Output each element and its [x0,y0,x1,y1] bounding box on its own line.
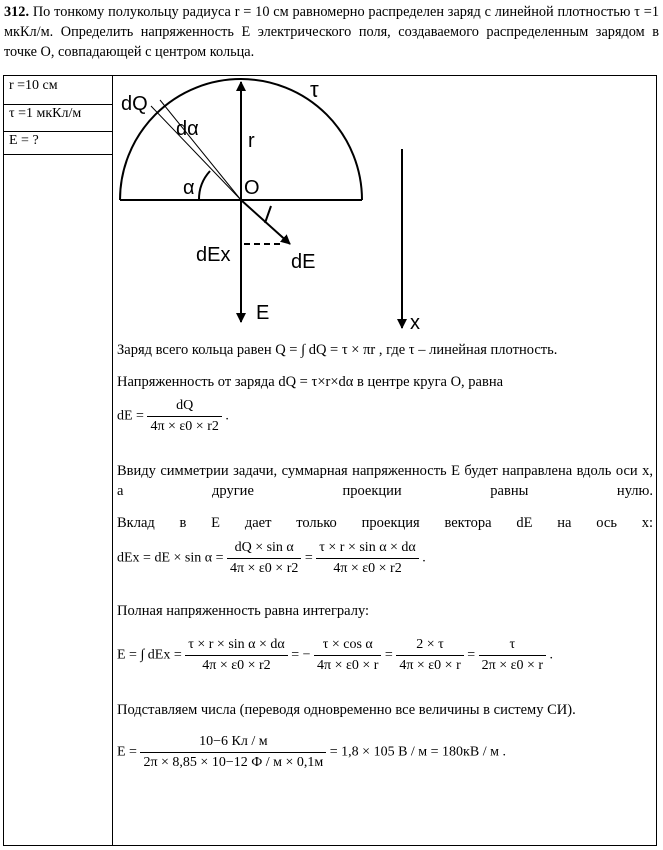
formula-numeric-num: 10−6 Кл / м [140,734,326,753]
problem-number: 312. [4,4,30,20]
given-divider [3,104,113,105]
formula-dex-den2: 4π × ε0 × r2 [333,561,402,576]
formula-integral-lhs: E = ∫ dEx = [117,647,182,663]
label-tau: τ [310,77,319,102]
solution-line-3 [117,461,653,501]
solution-line-2: Напряженность от заряда dQ = τ×r×dα в центре круга О, равна [117,374,504,390]
formula-dex-num2: τ × r × sin α × dα [316,540,418,559]
find-divider-bottom [3,154,113,155]
find-divider-top [3,131,113,132]
label-e: E [256,302,270,324]
formula-integral-den1: 4π × ε0 × r2 [202,658,271,673]
label-o: O [244,177,260,199]
solution-line-4: Вклад в Е дает только проекция вектора dE на ось x: [117,515,653,531]
formula-de-num: dQ [147,398,221,417]
label-x: x [410,312,420,334]
problem-text: По тонкому полукольцу радиуса r = 10 см равномерно распределен заряд с линейной плотностью τ =1 мкКл/м. Определить напряженность Е электрического поля, создаваемого распределенным зарядом в точке О, совпадающей с центром кольца. [4,4,660,60]
problem-statement [4,2,659,62]
formula-integral-num2: τ × cos α [314,637,381,656]
formula-de-den: 4π × ε0 × r2 [150,419,219,434]
formula-numeric [117,734,506,771]
solution-line-3-text: Ввиду симметрии задачи, суммарная напряженность Е будет направлена вдоль оси х, а другие проекции равны нулю. [117,463,653,499]
formula-integral-num3: 2 × τ [396,637,463,656]
solution-line-1: Заряд всего кольца равен Q = ∫ dQ = τ × πr , где τ – линейная плотность. [117,342,558,358]
formula-dex-den1: 4π × ε0 × r2 [229,561,299,576]
label-dalpha: dα [176,118,199,140]
label-r: r [248,130,255,152]
solution-line-5: Полная напряженность равна интегралу: [117,603,370,619]
formula-integral-den4: 2π × ε0 × r [481,658,544,673]
formula-integral: E = ∫ dEx = $\frac{\text{τ × r × sin α × dα}}{4\pi \times \varepsilon 0 \times r2}$ = − $\frac{\text{τ × cos α}}{4\pi \times \varepsilon 0 \times r}$ = $\frac{2 \times \tau}{4\pi \times \varepsilon 0 \times r}$ = $\frac{\tau}{2\pi \times \varepsilon 0 \times r}$ . [117,637,554,673]
de-angle-mark [265,206,271,223]
formula-numeric-lhs: E = [117,744,137,760]
label-de: dE [291,251,316,273]
formula-integral-num4: τ [479,637,546,656]
formula-dex-lhs: dEx = dE × sin α = [117,550,224,566]
formula-numeric-den: 2π × 8,85 × 10−12 Ф / м × 0,1м [143,755,324,770]
label-alpha: α [183,177,195,199]
given-density: τ =1 мкКл/м [9,106,82,121]
label-dq: dQ [121,93,148,115]
formula-de-lhs: dE = [117,408,144,424]
formula-numeric-rhs: = 1,8 × 105 В / м = 180кВ / м . [329,744,506,760]
semicircle-diagram [113,76,433,336]
formula-integral-den3: 4π × ε0 × r [399,658,461,673]
formula-integral-num1: τ × r × sin α × dα [185,637,287,656]
formula-dex-num1: dQ × sin α [227,540,301,559]
label-dex: dEx [196,244,231,266]
formula-integral-den2: 4π × ε0 × r [317,658,379,673]
formula-dex: dEx = dE × sin α = $\frac{\text{dQ × sin α}}{4\pi \times \varepsilon 0 \times r2}$ = $\frac{\text{τ × r × sin α × dα}}{4\pi \times \varepsilon 0 \times r2}$ . [117,540,426,576]
formula-de: dE = $\frac{dQ}{4\pi \times \varepsilon 0 \times r2}$ . [117,398,229,434]
solution-line-6: Подставляем числа (переводя одновременно все величины в систему СИ). [117,702,576,718]
given-radius: r =10 см [9,78,58,93]
alpha-arc [199,171,210,200]
find-field: E = ? [9,133,39,148]
